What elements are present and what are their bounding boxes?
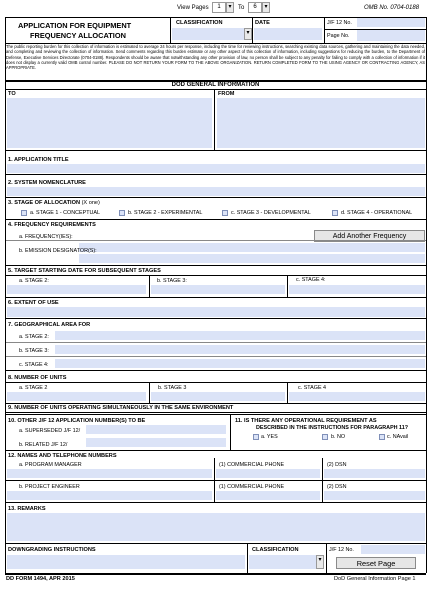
stage-of-allocation-label	[8, 200, 100, 206]
omb-number: OMB No. 0704-0188	[364, 5, 420, 11]
to-address-field[interactable]	[7, 98, 212, 148]
view-pages-label: View Pages	[177, 5, 209, 11]
footer-jf12-field[interactable]	[361, 545, 425, 554]
pm-commercial-label: (1) COMMERCIAL PHONE	[219, 462, 285, 468]
opreq-navail-checkbox[interactable]	[379, 434, 385, 440]
general-info-heading: DOD GENERAL INFORMATION	[171, 82, 260, 88]
pe-commercial-field[interactable]	[216, 491, 320, 500]
application-title-field[interactable]	[7, 164, 425, 173]
stage1-label: a. STAGE 1 - CONCEPTUAL	[30, 210, 100, 216]
operational-req-label-1: 11. IS THERE ANY OPERATIONAL REQUIREMENT AS	[235, 418, 377, 424]
pe-dsn-label: (2) DSN	[327, 484, 347, 490]
related-jf12-label: b. RELATED J/F 12/	[19, 442, 68, 448]
page-label: DoD General Information Page 1	[334, 576, 416, 582]
stage4-checkbox[interactable]	[332, 210, 338, 216]
system-nomenclature-field[interactable]	[7, 187, 425, 196]
other-jf12-label: 10. OTHER J/F 12 APPLICATION NUMBER(S) TO BE	[8, 418, 146, 424]
add-another-frequency-button[interactable]: Add Another Frequency	[314, 230, 425, 242]
geo-stage4-field[interactable]	[55, 359, 425, 368]
extent-of-use-field[interactable]	[7, 307, 425, 317]
application-title-label: 1. APPLICATION TITLE	[8, 157, 69, 163]
project-engineer-field[interactable]	[7, 491, 212, 500]
footer-jf12-label: J/F 12 No.	[329, 547, 354, 553]
extent-of-use-label: 6. EXTENT OF USE	[8, 300, 59, 306]
stage3-label: c. STAGE 3 - DEVELOPMENTAL	[231, 210, 311, 216]
from-address-field[interactable]	[217, 98, 425, 148]
frequencies-label: a. FREQUENCY(IES):	[19, 234, 73, 240]
geo-stage3-label: b. STAGE 3:	[19, 348, 49, 354]
opreq-no-label: b. NO	[331, 434, 346, 440]
target-stage4-label: c. STAGE 4:	[296, 277, 326, 283]
target-stage2-label: a. STAGE 2:	[19, 278, 49, 284]
to-page-select[interactable]	[248, 2, 262, 13]
page-no-label: Page No.	[327, 33, 350, 39]
reset-page-button[interactable]: Reset Page	[336, 557, 416, 569]
stage2-label: b. STAGE 2 - EXPERIMENTAL	[128, 210, 203, 216]
from-page-value: 1	[217, 4, 221, 10]
units-stage4-label: c. STAGE 4	[298, 385, 327, 391]
operational-req-label-2: DESCRIBED IN THE INSTRUCTIONS FOR PARAGRAPH 11?	[256, 425, 409, 431]
units-simultaneous-label: 9. NUMBER OF UNITS OPERATING SIMULTANEOUSLY IN THE SAME ENVIRONMENT	[8, 405, 234, 411]
date-label: DATE	[255, 20, 270, 26]
stage1-checkbox[interactable]	[21, 210, 27, 216]
opreq-no-checkbox[interactable]	[322, 434, 328, 440]
geographical-area-label: 7. GEOGRAPHICAL AREA FOR	[8, 322, 91, 328]
stage2-checkbox[interactable]	[119, 210, 125, 216]
names-phone-label: 12. NAMES AND TELEPHONE NUMBERS	[8, 453, 117, 459]
geo-stage2-label: a. STAGE 2:	[19, 334, 49, 340]
units-stage3-field[interactable]	[151, 392, 285, 401]
geo-stage2-field[interactable]	[55, 331, 425, 340]
related-jf12-field[interactable]	[86, 438, 226, 447]
page-no-field[interactable]	[357, 30, 425, 41]
units-stage2-field[interactable]	[7, 392, 146, 401]
classification-label: CLASSIFICATION	[176, 20, 223, 26]
target-stage4-field[interactable]	[289, 285, 425, 294]
units-stage3-label: b. STAGE 3	[158, 385, 187, 391]
pm-dsn-field[interactable]	[324, 469, 425, 478]
superseded-jf12-field[interactable]	[86, 425, 226, 434]
system-nomenclature-label: 2. SYSTEM NOMENCLATURE	[8, 180, 86, 186]
opreq-yes-label: a. YES	[261, 434, 278, 440]
remarks-label: 13. REMARKS	[8, 506, 46, 512]
footer-classification-dropdown-icon[interactable]: ▾	[316, 555, 324, 569]
pm-dsn-label: (2) DSN	[327, 462, 347, 468]
superseded-jf12-label: a. SUPERSEDED J/F 12/	[19, 428, 81, 434]
classification-select[interactable]	[172, 28, 246, 40]
classification-dropdown-icon[interactable]: ▾	[244, 28, 252, 40]
footer-classification-label: CLASSIFICATION	[252, 547, 299, 553]
target-stage3-label: b. STAGE 3:	[157, 278, 187, 284]
from-page-select[interactable]	[212, 2, 226, 13]
from-page-dropdown-icon[interactable]: ▾	[226, 2, 234, 13]
geo-stage3-field[interactable]	[55, 345, 425, 354]
to-page-dropdown-icon[interactable]: ▾	[262, 2, 270, 13]
form-title-line2: FREQUENCY ALLOCATION	[30, 31, 126, 40]
jf12-label: J/F 12 No.	[327, 20, 352, 26]
to-label-field: TO	[8, 91, 16, 97]
emission-label: b. EMISSION DESIGNATOR(S):	[19, 248, 97, 254]
program-manager-label: a. PROGRAM MANAGER	[19, 462, 82, 468]
stage-of-allocation-text: 3. STAGE OF ALLOCATION	[8, 200, 80, 206]
opreq-yes-checkbox[interactable]	[253, 434, 259, 440]
frequency-requirements-label: 4. FREQUENCY REQUIREMENTS	[8, 222, 96, 228]
program-manager-field[interactable]	[7, 469, 212, 478]
stage3-checkbox[interactable]	[222, 210, 228, 216]
to-page-value: 6	[253, 4, 257, 10]
pe-commercial-label: (1) COMMERCIAL PHONE	[219, 484, 285, 490]
jf12-field[interactable]	[357, 18, 425, 27]
remarks-field[interactable]	[7, 513, 425, 541]
units-stage4-field[interactable]	[289, 392, 425, 401]
geo-stage4-label: c. STAGE 4:	[19, 362, 49, 368]
date-field[interactable]	[254, 28, 322, 40]
footer-classification-select[interactable]	[249, 555, 316, 569]
downgrading-field[interactable]	[7, 555, 245, 569]
stage-of-allocation-note: (X one)	[81, 200, 100, 206]
target-start-date-label: 5. TARGET STARTING DATE FOR SUBSEQUENT STAGES	[8, 268, 161, 274]
downgrading-label: DOWNGRADING INSTRUCTIONS	[8, 547, 96, 553]
number-of-units-label: 8. NUMBER OF UNITS	[8, 375, 67, 381]
burden-statement: The public reporting burden for this collection of information is estimated to average 24 hours per response, including the time for reviewing instructions, searching existing data sources, gathering and maintaining the data needed, and completing and reviewing the collection of information. Send comments regarding this burden estimate or any other aspect of this collection of information, including suggestions for reducing the burden, to the Department of Defense, Executive Services Directorate (0704-0188). Respondents should be aware that notwithstanding any other provision of law, no person shall be subject to any penalty for failing to comply with a collection of information if it does not display a currently valid OMB control number. PLEASE DO NOT RETURN YOUR FORM TO THE ABOVE ORGANIZATION. RETURN COMPLETED FORM TO THE USING AGENCY OR CONTRACTING AGENCY, AS APPROPRIATE.	[6, 44, 425, 71]
to-label: To	[238, 5, 245, 11]
units-stage2-label: a. STAGE 2	[19, 385, 48, 391]
project-engineer-label: b. PROJECT ENGINEER	[19, 484, 80, 490]
opreq-navail-label: c. NAvail	[387, 434, 409, 440]
form-title-line1: APPLICATION FOR EQUIPMENT	[18, 21, 132, 30]
stage4-label: d. STAGE 4 - OPERATIONAL	[341, 210, 413, 216]
form-id: DD FORM 1494, APR 2015	[6, 576, 75, 582]
emission-field[interactable]	[79, 254, 425, 263]
target-stage2-field[interactable]	[7, 285, 146, 294]
pm-commercial-field[interactable]	[216, 469, 320, 478]
frequencies-field[interactable]	[79, 243, 425, 252]
target-stage3-field[interactable]	[151, 285, 285, 294]
from-label-field: FROM	[218, 91, 235, 97]
pe-dsn-field[interactable]	[324, 491, 425, 500]
